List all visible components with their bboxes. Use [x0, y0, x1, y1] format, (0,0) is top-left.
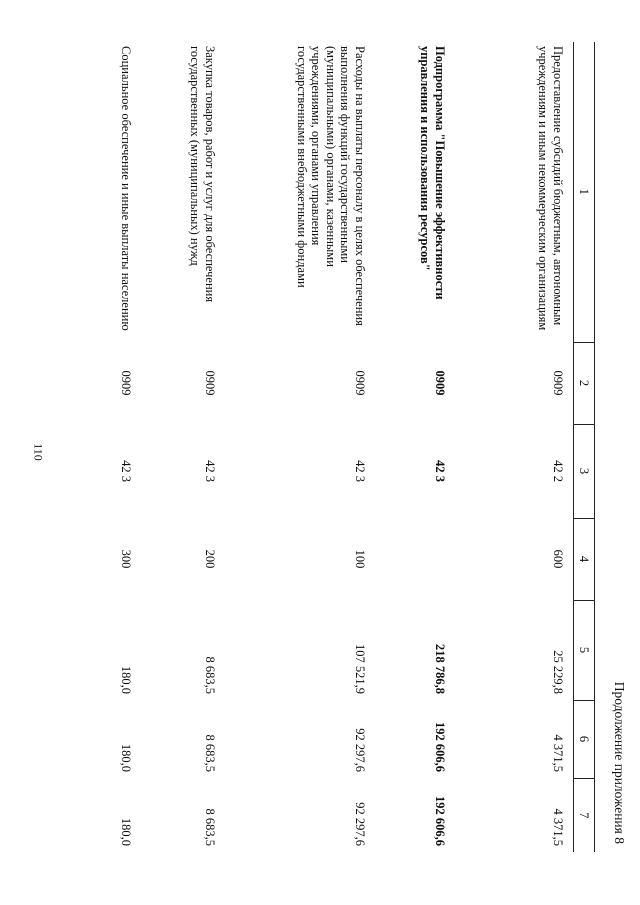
header-row — [574, 42, 595, 852]
row-value-6: 8 683,5 — [203, 734, 217, 772]
row-value-6: 192 606,6 — [433, 722, 447, 772]
row-description: Предоставление субсидий бюджетным, автономным учреждениям и иным некоммерческим организациям — [536, 46, 565, 331]
row-value-7: 4 371,5 — [551, 808, 565, 846]
appendix-caption: Продолжение приложения 8 — [612, 681, 627, 844]
row-value-7: 180,0 — [119, 817, 133, 846]
row-section: 0909 — [551, 370, 565, 396]
row-section: 0909 — [433, 370, 447, 396]
row-expense-type — [375, 518, 455, 600]
page-number: 110 — [31, 443, 46, 461]
row-value-6: 180,0 — [119, 743, 133, 772]
row-value-7: 8 683,5 — [203, 808, 217, 846]
row-value-6: 92 297,6 — [353, 728, 367, 772]
table-row — [455, 42, 574, 852]
row-program: 42 2 — [551, 460, 565, 482]
row-value-7: 92 297,6 — [353, 802, 367, 846]
column-header-7: 7 — [574, 778, 595, 852]
column-header-1: 1 — [574, 42, 595, 342]
row-expense-type: 600 — [551, 549, 565, 569]
table-row — [225, 42, 375, 852]
row-value-5: 8 683,5 — [203, 656, 217, 694]
column-header-5: 5 — [574, 600, 595, 700]
row-section: 0909 — [353, 370, 367, 396]
row-expense-type: 100 — [353, 549, 367, 569]
budget-table — [73, 42, 595, 852]
row-program: 42 3 — [433, 460, 447, 482]
column-header-2: 2 — [574, 342, 595, 424]
column-header-3: 3 — [574, 424, 595, 518]
row-program: 42 3 — [119, 460, 133, 482]
column-header-6: 6 — [574, 700, 595, 778]
table-row — [375, 42, 455, 852]
row-value-5: 25 229,8 — [551, 650, 565, 694]
row-value-5: 218 786,8 — [433, 644, 447, 694]
row-section: 0909 — [203, 370, 217, 396]
row-value-6: 4 371,5 — [551, 734, 565, 772]
rotated-page-content — [95, 42, 635, 852]
row-expense-type: 300 — [119, 549, 133, 569]
row-section: 0909 — [119, 370, 133, 396]
row-description: Закупка товаров, работ и услуг для обеспечения государственных (муниципальных) нужд — [188, 46, 217, 303]
row-program: 42 3 — [203, 460, 217, 482]
row-value-7: 192 606,6 — [433, 796, 447, 846]
table-row — [141, 42, 225, 852]
row-expense-type: 200 — [203, 549, 217, 569]
row-description: Подпрограмма "Повышение эффективности управления и использования ресурсов" — [418, 46, 447, 300]
row-description: Социальное обеспечение и иные выплаты населению — [119, 46, 133, 331]
table-row — [73, 42, 141, 852]
row-value-5: 107 521,9 — [353, 644, 367, 694]
row-program: 42 3 — [353, 460, 367, 482]
row-value-5: 180,0 — [119, 665, 133, 694]
row-description: Расходы на выплаты персоналу в целях обеспечения выполнения функций государственными (муниципальными) органами, казенными учреждениями, органами управления государственными внебюджетными фондами — [295, 46, 367, 326]
column-header-4: 4 — [574, 518, 595, 600]
